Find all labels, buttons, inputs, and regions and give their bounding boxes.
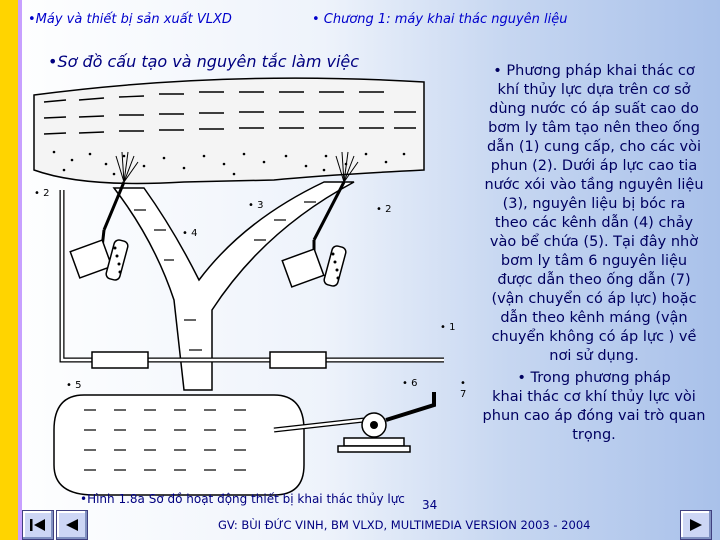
text-line: bơm ly tâm tạo nên theo ống: [488, 120, 700, 136]
text-line: phun (2). Dưới áp lực cao tia: [490, 158, 698, 174]
text-line: • Trong phương pháp: [517, 370, 671, 386]
text-line: (3), nguyên liệu bị bóc ra: [502, 196, 686, 212]
paragraph-method: [470, 62, 718, 366]
soil-layer: [34, 78, 424, 183]
paragraph-nozzle-role: [470, 369, 718, 445]
figure-caption: •Hình 1.8a Sơ đồ hoạt động thiết bị khai thác thủy lực: [80, 492, 405, 506]
label-supply-pipe: • 1: [440, 322, 456, 333]
header-chapter-title: • Chương 1: máy khai thác nguyên liệu: [312, 12, 568, 27]
hydraulic-mining-diagram: [24, 70, 474, 520]
pipe-coupling-right: [270, 352, 326, 368]
next-slide-icon: [687, 518, 705, 532]
left-accent-bar: [0, 0, 18, 540]
left-accent-stripe: [18, 0, 22, 540]
header-course-title: •Máy và thiết bị sản xuất VLXD: [28, 12, 232, 27]
first-slide-button[interactable]: [22, 510, 54, 540]
text-line: nơi sử dụng.: [549, 348, 639, 364]
footer-author: GV: BÙI ĐỨC VINH, BM VLXD, MULTIMEDIA VERSION 2003 - 2004: [218, 518, 591, 532]
label-material-layer: • 3: [248, 200, 264, 211]
text-line: khai thác cơ khí thủy lực vòi: [492, 389, 696, 405]
text-line: nước xói vào tầng nguyên liệu: [484, 177, 704, 193]
text-line: khí thủy lực dựa trên cơ sở: [497, 82, 691, 98]
first-slide-icon: [29, 518, 47, 532]
text-line: dẫn theo kênh máng (vận: [500, 310, 688, 326]
text-line: chuyển không có áp lực ) về: [491, 329, 697, 345]
text-line: dùng nước có áp suất cao do: [489, 101, 699, 117]
pipe-coupling-left: [92, 352, 148, 368]
text-line: vào bể chứa (5). Tại đây nhờ: [489, 234, 699, 250]
text-line: được dẫn theo ống dẫn (7): [497, 272, 691, 288]
next-slide-button[interactable]: [680, 510, 712, 540]
diagram-drawing: [24, 70, 474, 520]
previous-slide-button[interactable]: [56, 510, 88, 540]
label-discharge-pipe: • 7: [460, 378, 467, 400]
diagram-title: •Sơ đồ cấu tạo và nguyên tắc làm việc: [48, 52, 360, 71]
label-nozzle-right: • 2: [376, 204, 392, 215]
text-line: theo các kênh dẫn (4) chảy: [494, 215, 694, 231]
description-text: [470, 62, 718, 445]
text-line: trọng.: [572, 427, 616, 443]
text-line: bơm ly tâm 6 nguyên liệu: [500, 253, 688, 269]
label-channel: • 4: [182, 228, 198, 239]
text-line: dẫn (1) cung cấp, cho các vòi: [486, 139, 702, 155]
previous-slide-icon: [63, 518, 81, 532]
text-line: • Phương pháp khai thác cơ: [493, 63, 695, 79]
page-number: 34: [422, 498, 438, 512]
text-line: (vận chuyển có áp lực) hoặc: [491, 291, 697, 307]
label-nozzle-left: • 2: [34, 188, 50, 199]
label-pump: • 6: [402, 378, 418, 389]
label-tank: • 5: [66, 380, 82, 391]
text-line: phun cao áp đóng vai trò quan: [482, 408, 706, 424]
